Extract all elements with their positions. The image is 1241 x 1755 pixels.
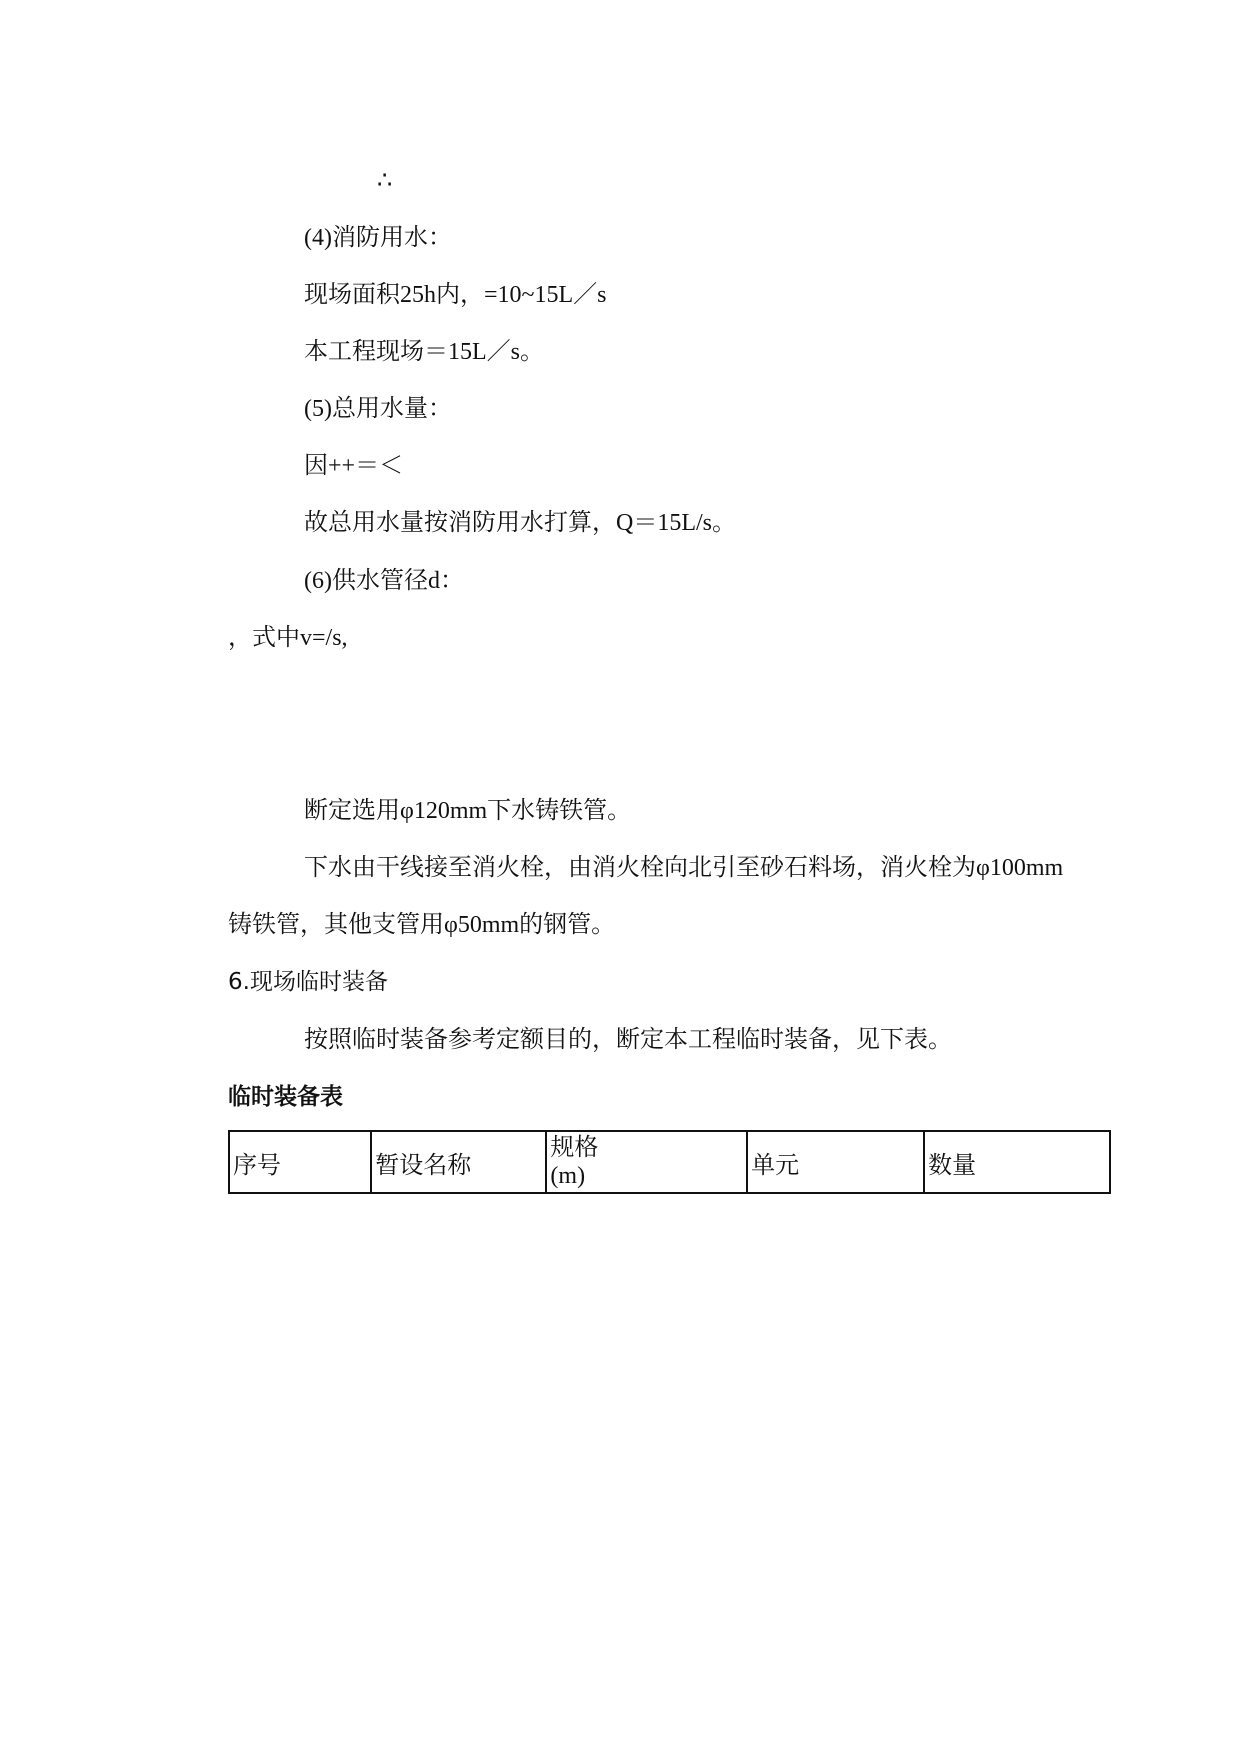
section6-title: 6.现场临时装备 [228,969,388,995]
header-index: 序号 [229,1131,371,1193]
header-spec [546,1131,747,1193]
table-header-row [229,1131,1110,1193]
fire-water-title: (4)消防用水： [304,225,452,251]
pipe-selected: 断定选用φ120mm下水铸铁管。 [304,798,632,824]
pipe-route-line2: 铸铁管，其他支管用φ50mm的钢管。 [228,912,616,938]
pipe-formula-note: ，式中v=/s, [228,625,348,651]
fire-water-project: 本工程现场＝15L／s。 [304,339,544,365]
total-water-formula: 因++＝＜ [304,453,404,479]
equipment-table [228,1130,1111,1194]
section6-intro: 按照临时装备参考定额目的，断定本工程临时装备，见下表。 [304,1027,952,1053]
header-unit: 单元 [747,1131,924,1193]
fire-water-range: 现场面积25h内，=10~15L／s [304,282,607,308]
pipe-diameter-title: (6)供水管径d： [304,568,464,594]
table-title: 临时装备表 [228,1084,343,1110]
header-quantity: 数量 [924,1131,1110,1193]
header-spec-unit: (m) [550,1163,586,1189]
total-water-title: (5)总用水量： [304,396,452,422]
pipe-route-line1: 下水由干线接至消火栓，由消火栓向北引至砂石料场，消火栓为φ100mm [304,855,1064,881]
therefore-symbol: ∴ [377,168,393,194]
total-water-result: 故总用水量按消防用水打算，Q＝15L/s。 [304,510,736,536]
header-spec-name: 规格 [550,1135,599,1161]
header-name: 暂设名称 [371,1131,546,1193]
